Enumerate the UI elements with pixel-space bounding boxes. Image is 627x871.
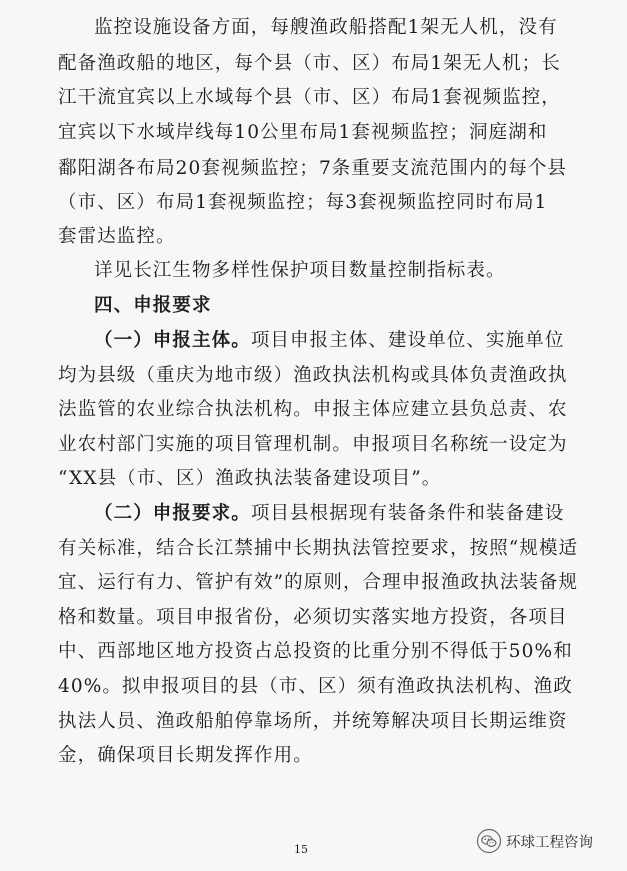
paragraph-3-line-3: 法监管的农业综合执法机构。申报主体应建立县负总责、农 (58, 399, 568, 420)
paragraph-4-line-1-text: 项目县根据现有装备条件和装备建设 (250, 503, 565, 524)
watermark (476, 828, 593, 854)
paragraph-4-line-6: 40%。拟申报项目的县（市、区）须有渔政执法机构、渔政 (58, 676, 573, 697)
paragraph-1-line-2: 配备渔政船的地区，每个县（市、区）布局1架无人机；长 (58, 53, 561, 74)
paragraph-4-line-8: 金，确保项目长期发挥作用。 (58, 745, 313, 766)
section-heading: 四、申报要求 (94, 295, 212, 316)
paragraph-3-line-2: 均为县级（重庆为地市级）渔政执法机构或具体负责渔政执 (58, 365, 568, 386)
paragraph-3-line-1 (94, 329, 613, 353)
paragraph-2-line-1: 详见长江生物多样性保护项目数量控制指标表。 (94, 260, 506, 281)
paragraph-1-line-6: （市、区）布局1套视频监控；每3套视频监控同时布局1 (58, 192, 548, 213)
paragraph-4-line-5: 中、西部地区地方投资占总投资的比重分别不得低于50%和 (58, 641, 573, 662)
watermark-text: 环球工程咨询 (506, 834, 593, 851)
paragraph-1-line-3: 江干流宜宾以上水域每个县（市、区）布局1套视频监控， (58, 87, 561, 108)
paragraph-1-line-4: 宜宾以下水域岸线每10公里布局1套视频监控；洞庭湖和 (58, 122, 548, 143)
paragraph-4-line-4: 格和数量。项目申报省份，必须切实落实地方投资，各项目 (58, 607, 568, 628)
page-number: 15 (294, 843, 308, 856)
paragraph-4-line-1 (94, 502, 613, 526)
paragraph-1-line-5: 鄱阳湖各布局20套视频监控；7条重要支流范围内的每个县 (58, 158, 568, 179)
paragraph-1-line-1: 监控设施设备方面，每艘渔政船搭配1架无人机，没有 (94, 17, 558, 38)
paragraph-4-line-7: 执法人员、渔政船舶停靠场所，并统筹解决项目长期运维资 (58, 711, 568, 732)
paragraph-3-lead: （一）申报主体。 (94, 330, 251, 351)
paragraph-4-line-3: 宜、运行有力、管护有效”的原则，合理申报渔政执法装备规 (58, 572, 579, 593)
paragraph-4-lead: （二）申报要求。 (94, 503, 251, 524)
paragraph-3-line-1-text: 项目申报主体、建设单位、实施单位 (250, 330, 565, 351)
paragraph-3-line-4: 业农村部门实施的项目管理机制。申报项目名称统一设定为 (58, 434, 568, 455)
wechat-logo-icon (476, 828, 502, 854)
paragraph-1-line-7: 套雷达监控。 (58, 226, 176, 247)
paragraph-4-line-2: 有关标准，结合长江禁捕中长期执法管控要求，按照“规模适 (58, 538, 579, 559)
paragraph-3-line-5: “XX县（市、区）渔政执法装备建设项目”。 (58, 468, 442, 489)
